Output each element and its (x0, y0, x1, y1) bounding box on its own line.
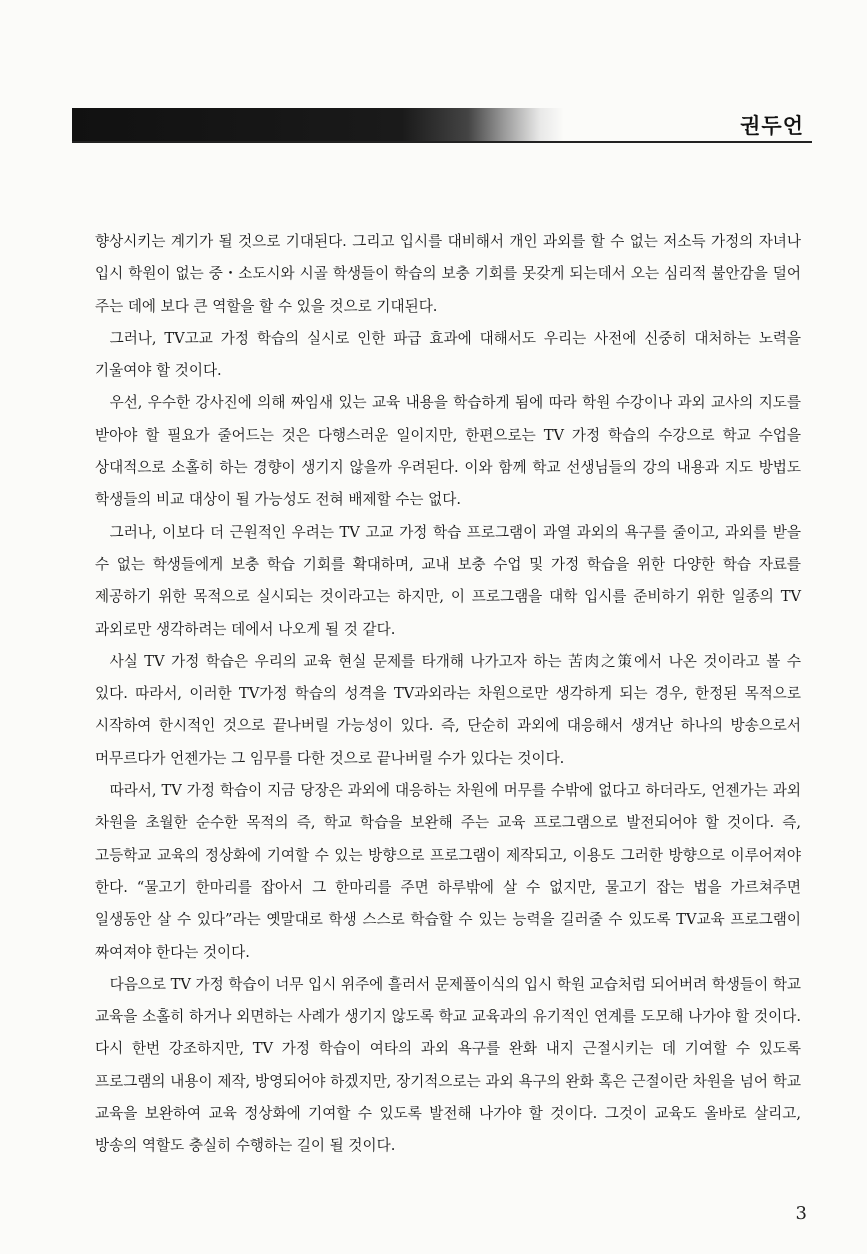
article-body (95, 226, 801, 1163)
paragraph: 다음으로 TV 가정 학습이 너무 입시 위주에 흘러서 문제풀이식의 입시 학원 교습처럼 되어버려 학생들이 학교 교육을 소홀히 하거나 외면하는 사례가 생기지 않도록 학교 교육과의 유기적인 연계를 도모해 나가야 할 것이다. 다시 한번 강조하지만, TV 가정 학습이 여타의 과외 욕구를 완화 내지 근절시키는 데 기여할 수 있도록 프로그램의 내용이 제작, 방영되어야 하겠지만, 장기적으로는 과외 욕구의 완화 혹은 근절이란 차원을 넘어 학교 교육을 보완하여 교육 정상화에 기여할 수 있도록 발전해 나가야 할 것이다. 그것이 교육도 올바로 살리고, 방송의 역할도 충실히 수행하는 길이 될 것이다. (95, 975, 802, 1155)
paragraph: 따라서, TV 가정 학습이 지금 당장은 과외에 대응하는 차원에 머무를 수밖에 없다고 하더라도, 언젠가는 과외 차원을 초월한 순수한 목적의 즉, 학교 학습을 보완해 주는 교육 프로그램으로 발전되어야 할 것이다. 즉, 고등학교 교육의 정상화에 기여할 수 있는 방향으로 프로그램이 제작되고, 이용도 그러한 방향으로 이루어져야 한다. “물고기 한마리를 잡아서 그 한마리를 주면 하루밖에 살 수 없지만, 물고기 잡는 법을 가르쳐주면 일생동안 살 수 있다”라는 옛말대로 학생 스스로 학습할 수 있는 능력을 길러줄 수 있도록 TV교육 프로그램이 짜여져야 한다는 것이다. (95, 782, 801, 961)
author-name: 권두언 (740, 114, 804, 138)
header-bar (72, 108, 812, 142)
header-band (72, 108, 672, 142)
page-number: 3 (795, 1203, 807, 1224)
paragraph: 그러나, 이보다 더 근원적인 우려는 TV 고교 가정 학습 프로그램이 과열 과외의 욕구를 줄이고, 과외를 받을 수 없는 학생들에게 보충 학습 기회를 확대하며, 교내 보충 수업 및 가정 학습을 위한 다양한 학습 자료를 제공하기 위한 목적으로 실시되는 것이라고는 하지만, 이 프로그램을 대학 입시를 준비하기 위한 일종의 TV 과외로만 생각하려는 데에서 나오게 될 것 같다. (95, 523, 801, 638)
paragraph: 향상시키는 계기가 될 것으로 기대된다. 그리고 입시를 대비해서 개인 과외를 할 수 없는 저소득 가정의 자녀나 입시 학원이 없는 중・소도시와 시골 학생들이 학습의 보충 기회를 못갖게 되는데서 오는 심리적 불안감을 덜어 주는 데에 보다 큰 역할을 할 수 있을 것으로 기대된다. (95, 233, 801, 315)
paragraph: 우선, 우수한 강사진에 의해 짜임새 있는 교육 내용을 학습하게 됨에 따라 학원 수강이나 과외 교사의 지도를 받아야 할 필요가 줄어드는 것은 다행스러운 일이지만, 한편으로는 TV 가정 학습의 수강으로 학교 수업을 상대적으로 소홀히 하는 경향이 생기지 않을까 우려된다. 이와 함께 학교 선생님들의 강의 내용과 지도 방법도 학생들의 비교 대상이 될 가능성도 전혀 배제할 수는 없다. (95, 394, 801, 509)
header-rule (72, 141, 812, 143)
paragraph: 사실 TV 가정 학습은 우리의 교육 현실 문제를 타개해 나가고자 하는 苦肉之策에서 나온 것이라고 볼 수 있다. 따라서, 이러한 TV가정 학습의 성격을 TV과외라는 차원으로만 생각하게 되는 경우, 한정된 목적으로 시작하여 한시적인 것으로 끝나버릴 가능성이 있다. 즉, 단순히 과외에 대응해서 생겨난 하나의 방송으로서 머무르다가 언젠가는 그 임무를 다한 것으로 끝나버릴 수가 있다는 것이다. (95, 652, 801, 767)
paragraph: 그러나, TV고교 가정 학습의 실시로 인한 파급 효과에 대해서도 우리는 사전에 신중히 대처하는 노력을 기울여야 할 것이다. (95, 329, 801, 380)
